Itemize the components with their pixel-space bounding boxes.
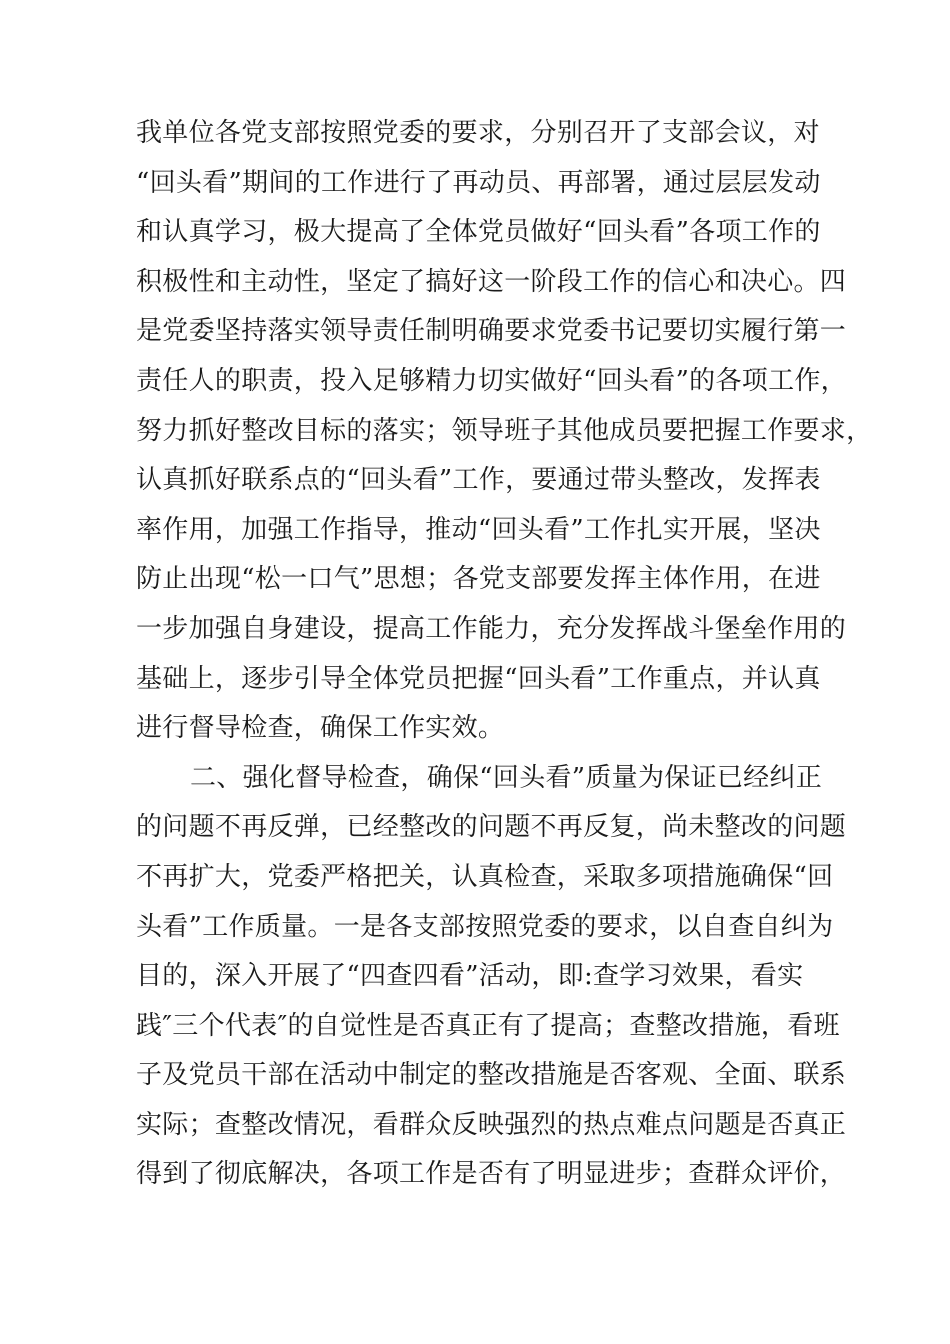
text-line: 头看”工作质量。一是各支部按照党委的要求，以自查自纠为: [136, 911, 834, 942]
text-line: 率作用，加强工作指导，推动“回头看”工作扎实开展，坚决: [136, 514, 821, 545]
text-line: 我单位各党支部按照党委的要求，分别召开了支部会议，对: [136, 118, 820, 148]
text-line: 是党委坚持落实领导责任制明确要求党委书记要切实履行第一: [136, 316, 847, 347]
text-line: 一步加强自身建设，提高工作能力，充分发挥战斗堡垒作用的: [136, 613, 847, 644]
text-line: 积极性和主动性，坚定了搞好这一阶段工作的信心和决心。四: [136, 266, 847, 297]
text-line: 基础上，逐步引导全体党员把握“回头看”工作重点，并认真: [136, 663, 821, 694]
text-line: 的问题不再反弹，已经整改的问题不再反复，尚未整改的问题: [136, 812, 847, 843]
text-line: 目的，深入开展了“四查四看”活动，即:查学习效果，看实: [136, 961, 804, 992]
paragraph-start-line: 二、强化督导检查，确保“回头看”质量为保证已经纠正: [190, 762, 823, 793]
text-line: 实际；查整改情况，看群众反映强烈的热点难点问题是否真正: [136, 1109, 847, 1140]
text-line: 防止出现“松一口气”思想；各党支部要发挥主体作用，在进: [136, 564, 821, 595]
body-text: [136, 109, 873, 1200]
text-line: 努力抓好整改目标的落实；领导班子其他成员要把握工作要求，: [136, 415, 873, 446]
text-line: 和认真学习，极大提高了全体党员做好“回头看”各项工作的: [136, 217, 821, 248]
text-line: 认真抓好联系点的“回头看”工作，要通过带头整改，发挥表: [136, 465, 821, 496]
text-line: 责任人的职责，投入足够精力切实做好“回头看”的各项工作，: [136, 365, 847, 396]
text-line: “回头看”期间的工作进行了再动员、再部署，通过层层发动: [136, 167, 821, 198]
text-line: 得到了彻底解决，各项工作是否有了明显进步；查群众评价，: [136, 1159, 847, 1190]
text-line: 进行督导检查，确保工作实效。: [136, 713, 505, 744]
text-line: 不再扩大，党委严格把关，认真检查，采取多项措施确保“回: [136, 861, 834, 892]
text-line: 践″三个代表″的自觉性是否真正有了提高；查整改措施，看班: [136, 1010, 840, 1041]
text-line: 子及党员干部在活动中制定的整改措施是否客观、全面、联系: [136, 1060, 847, 1091]
